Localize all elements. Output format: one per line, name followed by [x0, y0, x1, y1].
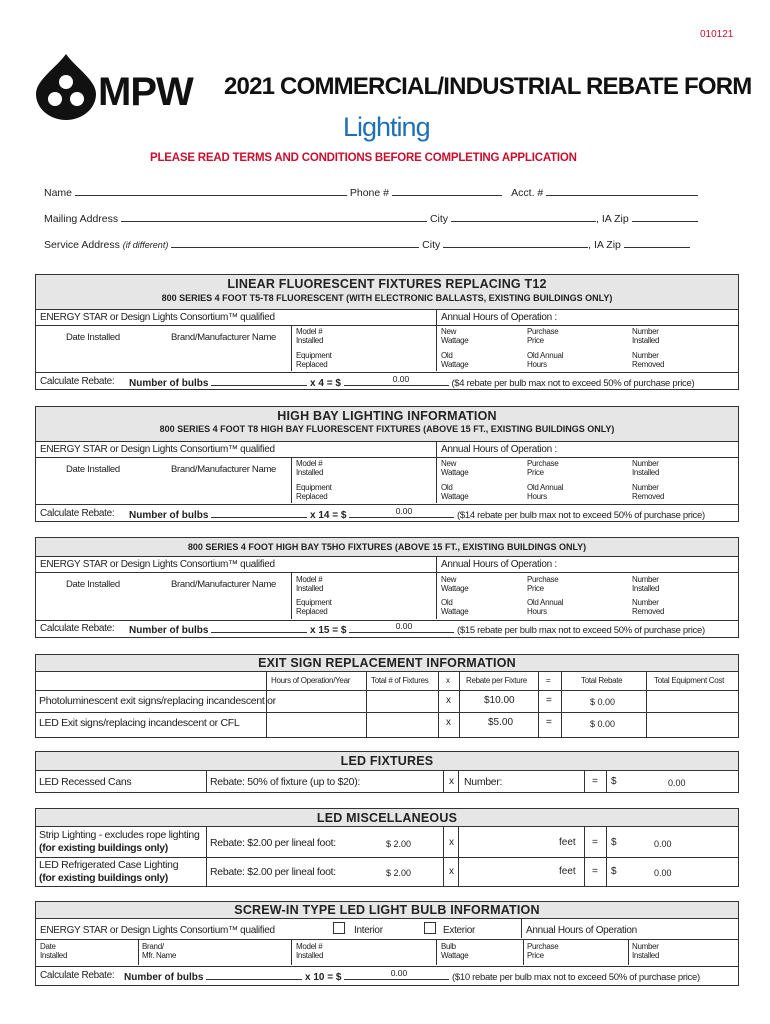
t5ho-note: ($15 rebate per bulb max not to exceed 50% of purchase price)	[457, 625, 705, 636]
led-cans-dollar: $	[611, 776, 617, 787]
service-label: Service Address	[44, 239, 120, 251]
name-field[interactable]	[75, 185, 347, 196]
energy-star-label: ENERGY STAR or Design Lights Consortium™ qualified	[40, 925, 275, 936]
linear-rebate-value: 0.00	[392, 374, 410, 384]
acct-field[interactable]	[546, 185, 698, 196]
annual-hours-label: Annual Hours of Operation :	[441, 312, 557, 323]
led-fixtures-title: LED FIXTURES	[340, 754, 434, 768]
screwin-multiplier: x 10 = $	[305, 972, 342, 983]
city-label: City	[429, 213, 449, 225]
highbay-rebate-value: 0.00	[395, 506, 413, 516]
highbay-subtitle: 800 SERIES 4 FOOT T8 HIGH BAY FLUORESCENT FIXTURES (ABOVE 15 FT., EXISTING BUILDINGS ONLY)	[159, 424, 615, 434]
screwin-brand-col: Brand/ Mfr. Name	[142, 942, 177, 960]
mailing-label: Mailing Address	[44, 213, 119, 225]
num-bulbs-label: Number of bulbs	[129, 378, 209, 389]
led-misc-title: LED MISCELLANEOUS	[316, 811, 458, 825]
screwin-section	[35, 901, 739, 986]
led-misc-row-2-rebate: Rebate: $2.00 per lineal foot:	[210, 866, 336, 878]
led-cans-number-label: Number:	[464, 776, 503, 788]
screwin-annual-hours: Annual Hours of Operation	[526, 925, 637, 936]
led-cans-eq: =	[592, 776, 598, 787]
form-code: 010121	[700, 29, 734, 40]
exit-hours-header: Hours of Operation/Year	[271, 676, 351, 685]
old-wattage-col: Old Wattage	[441, 351, 469, 369]
equipment-replaced-col: Equipment Replaced	[296, 483, 332, 501]
num-bulbs-label: Number of bulbs	[129, 625, 209, 636]
equipment-replaced-col: Equipment Replaced	[296, 351, 332, 369]
highbay-multiplier: x 14 = $	[310, 510, 347, 521]
city-label-2: City	[422, 239, 441, 251]
service-field[interactable]	[171, 237, 419, 248]
name-label: Name	[44, 187, 73, 199]
page-subtitle: Lighting	[343, 112, 430, 142]
exit-fixtures-header: Total # of Fixtures	[371, 676, 429, 685]
led-misc-row-1-rate: $ 2.00	[386, 839, 412, 849]
screwin-model-col: Model # Installed	[296, 942, 324, 960]
exit-row-1-rebate: $10.00	[484, 695, 515, 706]
highbay-note: ($14 rebate per bulb max not to exceed 50% of purchase price)	[457, 510, 705, 521]
t5ho-subtitle: 800 SERIES 4 FOOT HIGH BAY T5HO FIXTURES (ABOVE 15 FT., EXISTING BUILDINGS ONLY)	[187, 542, 587, 552]
purchase-price-col: Purchase Price	[527, 575, 559, 593]
number-removed-col: Number Removed	[632, 351, 665, 369]
energy-star-label: ENERGY STAR or Design Lights Consortium™ qualified	[40, 444, 275, 455]
screwin-note: ($10 rebate per bulb max not to exceed 50% of purchase price)	[452, 972, 700, 983]
brand-col: Brand/Manufacturer Name	[171, 332, 277, 343]
led-misc-row-2-x: x	[449, 866, 454, 877]
led-misc-row-1-x: x	[449, 837, 454, 848]
linear-multiplier: x 4 = $	[310, 378, 341, 389]
exit-row-1-eq: =	[546, 695, 552, 706]
linear-note: ($4 rebate per bulb max not to exceed 50% of purchase price)	[451, 378, 695, 389]
exterior-label: Exterior	[443, 925, 476, 936]
exit-x-header: x	[446, 676, 450, 685]
number-installed-col: Number Installed	[632, 327, 660, 345]
old-wattage-col: Old Wattage	[441, 483, 469, 501]
model-installed-col: Model # Installed	[296, 575, 324, 593]
city-field[interactable]	[451, 211, 596, 222]
num-bulbs-label: Number of bulbs	[129, 510, 209, 521]
phone-field[interactable]	[392, 185, 502, 196]
led-cans-value: 0.00	[668, 778, 686, 788]
calc-rebate-label: Calculate Rebate:	[40, 970, 115, 981]
led-misc-row-1-rebate: Rebate: $2.00 per lineal foot:	[210, 837, 336, 849]
old-annual-hours-col: Old Annual Hours	[527, 598, 564, 616]
purchase-price-col: Purchase Price	[527, 327, 559, 345]
model-installed-col: Model # Installed	[296, 327, 324, 345]
led-misc-row-2-note: (for existing buildings only)	[39, 872, 168, 884]
customer-info	[44, 185, 734, 260]
date-installed-col: Date Installed	[66, 464, 120, 475]
old-annual-hours-col: Old Annual Hours	[527, 351, 564, 369]
num-bulbs-label: Number of bulbs	[124, 972, 204, 983]
number-installed-col: Number Installed	[632, 575, 660, 593]
zip-field-2[interactable]	[624, 237, 690, 248]
led-misc-row-2-dollar: $	[611, 866, 617, 877]
exterior-checkbox[interactable]	[424, 922, 436, 934]
calc-rebate-label: Calculate Rebate:	[40, 508, 115, 519]
zip-field[interactable]	[632, 211, 698, 222]
t5ho-rebate-value: 0.00	[395, 621, 413, 631]
led-misc-row-1-dollar: $	[611, 837, 617, 848]
brand-col: Brand/Manufacturer Name	[171, 579, 277, 590]
equipment-replaced-col: Equipment Replaced	[296, 598, 332, 616]
led-misc-row-2-rate: $ 2.00	[386, 868, 412, 878]
t5ho-bulbs-field[interactable]	[211, 622, 307, 633]
number-removed-col: Number Removed	[632, 483, 665, 501]
exit-row-2-label: LED Exit signs/replacing incandescent or CFL	[39, 717, 240, 729]
energy-star-label: ENERGY STAR or Design Lights Consortium™ qualified	[40, 559, 275, 570]
date-installed-col: Date Installed	[66, 332, 120, 343]
screwin-title: SCREW-IN TYPE LED LIGHT BULB INFORMATION	[234, 903, 540, 917]
screwin-price-col: Purchase Price	[527, 942, 559, 960]
screwin-wattage-col: Bulb Wattage	[441, 942, 469, 960]
acct-label: Acct. #	[511, 187, 544, 199]
exit-row-2-eq: =	[546, 717, 552, 728]
exit-row-2-rebate: $5.00	[488, 717, 514, 728]
zip-label: Zip	[614, 213, 629, 225]
t5ho-section	[35, 537, 739, 638]
linear-title: LINEAR FLUORESCENT FIXTURES REPLACING T12	[227, 277, 547, 291]
exit-row-1-x: x	[446, 695, 451, 706]
interior-checkbox[interactable]	[333, 922, 345, 934]
terms-notice: PLEASE READ TERMS AND CONDITIONS BEFORE COMPLETING APPLICATION	[150, 152, 577, 164]
exit-row-2-total: $ 0.00	[590, 719, 616, 729]
led-misc-row-1-eq: =	[592, 837, 598, 848]
led-cans-label: LED Recessed Cans	[39, 776, 132, 788]
page-title: 2021 COMMERCIAL/INDUSTRIAL REBATE FORM	[224, 73, 752, 100]
led-misc-row-2-eq: =	[592, 866, 598, 877]
screwin-date-col: Date Installed	[40, 942, 68, 960]
annual-hours-label: Annual Hours of Operation :	[441, 444, 557, 455]
number-removed-col: Number Removed	[632, 598, 665, 616]
led-misc-row-2-label: LED Refrigerated Case Lighting	[39, 859, 179, 871]
old-wattage-col: Old Wattage	[441, 598, 469, 616]
state-label: , IA	[595, 213, 612, 225]
model-installed-col: Model # Installed	[296, 459, 324, 477]
screwin-number-col: Number Installed	[632, 942, 660, 960]
led-misc-row-1-note: (for existing buildings only)	[39, 842, 168, 854]
led-cans-rebate: Rebate: 50% of fixture (up to $20):	[210, 776, 361, 788]
calc-rebate-label: Calculate Rebate:	[40, 623, 115, 634]
led-misc-section	[35, 808, 739, 887]
annual-hours-label: Annual Hours of Operation :	[441, 559, 557, 570]
led-cans-x: x	[449, 776, 454, 787]
screwin-rebate-value: 0.00	[390, 968, 408, 978]
highbay-bulbs-field[interactable]	[211, 507, 307, 518]
led-misc-row-2-feet: feet	[559, 866, 576, 877]
interior-label: Interior	[354, 925, 383, 936]
led-misc-row-1-feet: feet	[559, 837, 576, 848]
linear-subtitle: 800 SERIES 4 FOOT T5-T8 FLUORESCENT (WITH ELECTRONIC BALLASTS, EXISTING BUILDINGS ONLY)	[161, 293, 613, 303]
linear-bulbs-field[interactable]	[211, 375, 307, 386]
zip-label-2: Zip	[606, 239, 621, 251]
mpw-logo	[34, 52, 214, 120]
purchase-price-col: Purchase Price	[527, 459, 559, 477]
highbay-title: HIGH BAY LIGHTING INFORMATION	[277, 409, 497, 423]
new-wattage-col: New Wattage	[441, 459, 469, 477]
exit-row-2-x: x	[446, 717, 451, 728]
exit-row-1-label: Photoluminescent exit signs/replacing incandescent or	[39, 695, 276, 707]
old-annual-hours-col: Old Annual Hours	[527, 483, 564, 501]
exit-row-1-total: $ 0.00	[590, 697, 616, 707]
exit-section	[35, 654, 739, 738]
linear-section	[35, 274, 739, 390]
city-field-2[interactable]	[443, 237, 588, 248]
new-wattage-col: New Wattage	[441, 327, 469, 345]
exit-cost-header: Total Equipment Cost	[654, 676, 725, 685]
mailing-field[interactable]	[121, 211, 427, 222]
exit-eq-header: =	[546, 676, 551, 685]
number-installed-col: Number Installed	[632, 459, 660, 477]
screwin-bulbs-field[interactable]	[206, 969, 302, 980]
exit-total-header: Total Rebate	[581, 676, 623, 685]
exit-title: EXIT SIGN REPLACEMENT INFORMATION	[258, 656, 516, 670]
new-wattage-col: New Wattage	[441, 575, 469, 593]
led-misc-row-2-value: 0.00	[654, 868, 672, 878]
calc-rebate-label: Calculate Rebate:	[40, 376, 115, 387]
highbay-section	[35, 406, 739, 522]
date-installed-col: Date Installed	[66, 579, 120, 590]
exit-rebate-header: Rebate per Fixture	[466, 676, 527, 685]
led-misc-row-1-label: Strip Lighting - excludes rope lighting	[39, 829, 200, 841]
brand-col: Brand/Manufacturer Name	[171, 464, 277, 475]
service-note: (if different)	[122, 240, 169, 250]
energy-star-label: ENERGY STAR or Design Lights Consortium™ qualified	[40, 312, 275, 323]
state-label-2: , IA	[588, 239, 604, 251]
t5ho-multiplier: x 15 = $	[310, 625, 347, 636]
led-fixtures-section	[35, 751, 739, 793]
phone-label: Phone #	[349, 187, 389, 199]
logo-text: MPW	[98, 70, 193, 114]
led-misc-row-1-value: 0.00	[654, 839, 672, 849]
